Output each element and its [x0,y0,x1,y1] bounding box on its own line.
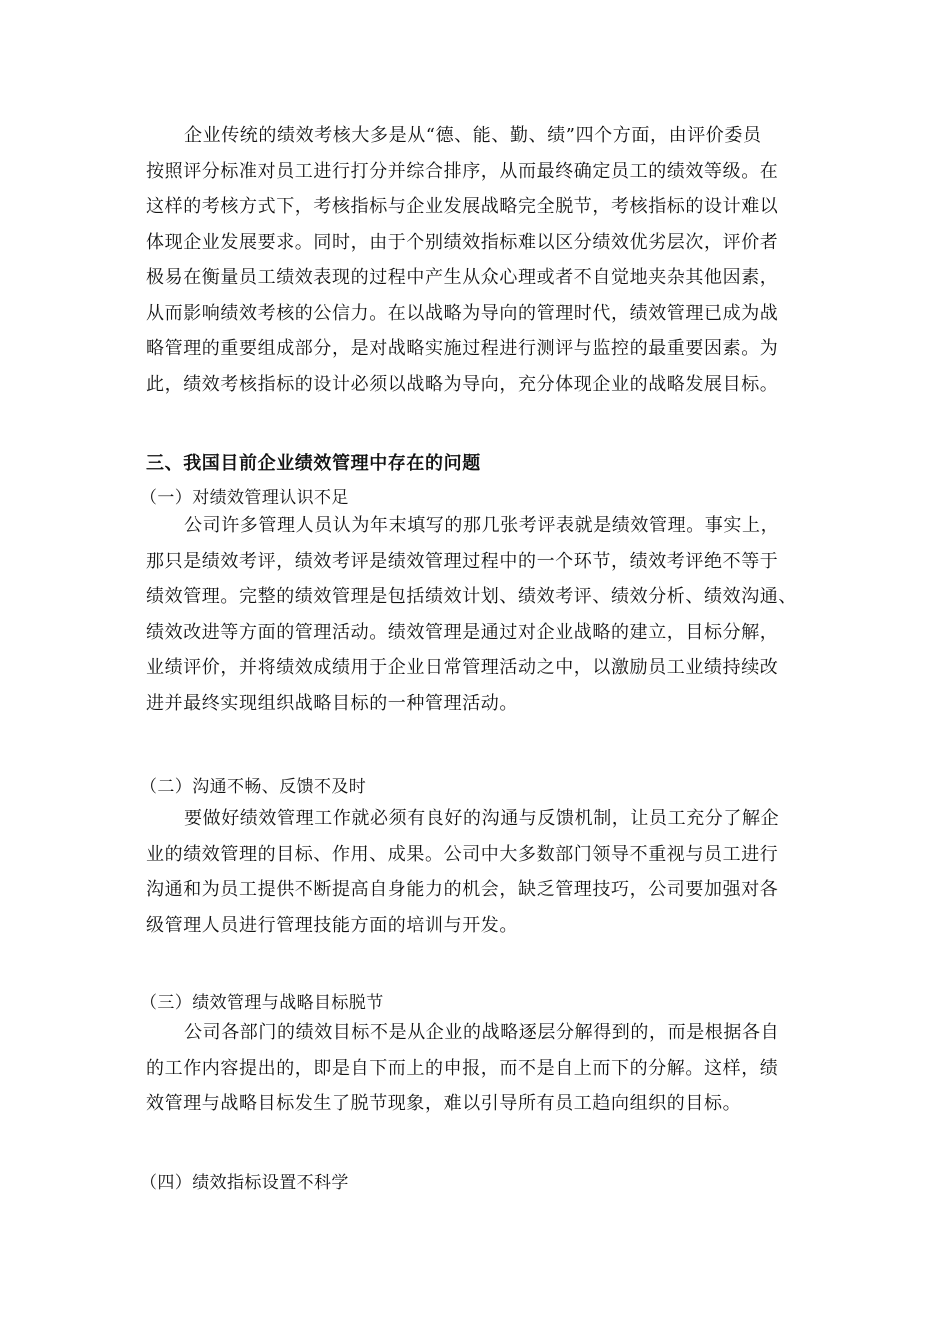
text-line: 绩效管理。完整的绩效管理是包括绩效计划、绩效考评、绩效分析、绩效沟通、 [146,586,797,607]
text-line: 极易在衡量员工绩效表现的过程中产生从众心理或者不自觉地夹杂其他因素， [146,267,779,288]
text-line: 此，绩效考核指标的设计必须以战略为导向，充分体现企业的战略发展目标。 [146,373,779,395]
subsection-heading-4: （四）绩效指标设置不科学 [140,1173,349,1193]
text-line: 企业传统的绩效考核大多是从“德、能、勤、绩”四个方面，由评价委员 [184,125,762,146]
paragraph-strategy-gap [146,1015,811,1122]
section-heading: 三、我国目前企业绩效管理中存在的问题 [146,453,481,474]
subsection-heading-1: （一）对绩效管理认识不足 [140,488,349,508]
text-line: 要做好绩效管理工作就必须有良好的沟通与反馈机制，让员工充分了解企 [184,808,780,829]
text-line: 这样的考核方式下，考核指标与企业发展战略完全脱节，考核指标的设计难以 [146,196,779,217]
paragraph-awareness [146,508,811,721]
text-line: 沟通和为员工提供不断提高自身能力的机会，缺乏管理技巧，公司要加强对各 [146,879,779,900]
text-line: 体现企业发展要求。同时，由于个别绩效指标难以区分绩效优劣层次，评价者 [146,231,779,253]
text-line: 绩效改进等方面的管理活动。绩效管理是通过对企业战略的建立，目标分解， [146,621,779,643]
text-line: 的工作内容提出的，即是自下而上的申报，而不是自上而下的分解。这样，绩 [146,1057,779,1079]
text-line: 那只是绩效考评，绩效考评是绩效管理过程中的一个环节，绩效考评绝不等于 [146,550,779,572]
subsection-heading-2: （二）沟通不畅、反馈不及时 [140,777,367,797]
text-line: 公司许多管理人员认为年末填写的那几张考评表就是绩效管理。事实上， [184,515,780,536]
text-line: 级管理人员进行管理技能方面的培训与开发。 [146,914,518,936]
subsection-heading-3: （三）绩效管理与战略目标脱节 [140,993,384,1013]
text-line: 效管理与战略目标发生了脱节现象，难以引导所有员工趋向组织的目标。 [146,1093,742,1114]
text-line: 进并最终实现组织战略目标的一种管理活动。 [146,692,518,714]
text-line: 业绩评价，并将绩效成绩用于企业日常管理活动之中，以激励员工业绩持续改 [146,657,779,678]
text-line: 公司各部门的绩效目标不是从企业的战略逐层分解得到的，而是根据各自 [184,1022,780,1043]
text-line: 从而影响绩效考核的公信力。在以战略为导向的管理时代，绩效管理已成为战 [146,302,779,324]
text-line: 略管理的重要组成部分，是对战略实施过程进行测评与监控的最重要因素。为 [146,338,779,359]
text-line: 按照评分标准对员工进行打分并综合排序，从而最终确定员工的绩效等级。在 [146,160,779,182]
paragraph-communication [146,801,811,943]
text-line: 业的绩效管理的目标、作用、成果。公司中大多数部门领导不重视与员工进行 [146,843,779,865]
paragraph-traditional-appraisal [146,118,811,402]
